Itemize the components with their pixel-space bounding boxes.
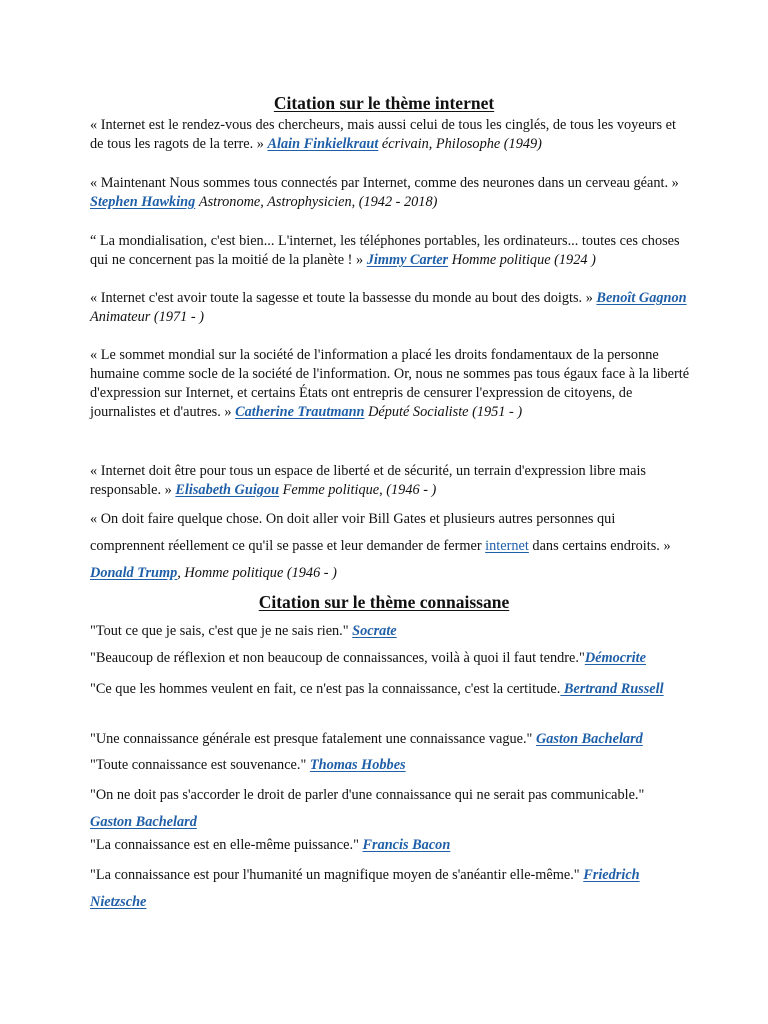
quote-knowledge-7: "La connaissance est en elle-même puissance." Francis Bacon xyxy=(90,837,451,853)
author-link[interactable]: Friedrich Nietzsche xyxy=(90,867,640,910)
author-link[interactable]: Elisabeth Guigou xyxy=(175,482,280,498)
quote-internet-3: “ La mondialisation, c'est bien... L'internet, les téléphones portables, les ordinateurs... toutes ces choses qui ne concernent pas la moitié de la planète ! » Jimmy Carter Homme politique (1924 ) xyxy=(90,233,680,268)
author-link[interactable]: Gaston Bachelard xyxy=(90,814,197,830)
author-link[interactable]: Gaston Bachelard xyxy=(535,731,643,747)
author-link[interactable]: Thomas Hobbes xyxy=(309,757,406,773)
quote-knowledge-5: "Toute connaissance est souvenance." Thomas Hobbes xyxy=(90,757,406,773)
author-link[interactable]: Stephen Hawking xyxy=(90,194,196,210)
quote-internet-4: « Internet c'est avoir toute la sagesse et toute la bassesse du monde au bout des doigts. » Benoît Gagnon Animateur (1971 - ) xyxy=(90,290,687,325)
quote-knowledge-4: "Une connaissance générale est presque fatalement une connaissance vague." Gaston Bachelard xyxy=(90,731,643,747)
quote-knowledge-6: "On ne doit pas s'accorder le droit de parler d'une connaissance qui ne serait pas communicable." Gaston Bachelard xyxy=(90,787,645,830)
quote-internet-6: « Internet doit être pour tous un espace de liberté et de sécurité, un terrain d'expression libre mais responsable. » Elisabeth Guigou Femme politique, (1946 - ) xyxy=(90,463,646,498)
quote-internet-5: « Le sommet mondial sur la société de l'information a placé les droits fondamentaux de la personne humaine comme socle de la société de l'information. Or, nous ne sommes pas tous égaux face à la liberté d'expression sur Internet, et certains États ont entrepris de censurer l'expression de citoyens, de journalistes et d'autres. » Catherine Trautmann Député Socialiste (1951 - ) xyxy=(90,347,690,420)
author-link[interactable]: Socrate xyxy=(352,623,397,639)
section-title-internet: Citation sur le thème internet xyxy=(273,93,495,113)
quote-knowledge-2: "Beaucoup de réflexion et non beaucoup de connaissances, voilà à quoi il faut tendre."Démocrite xyxy=(90,650,646,666)
author-link[interactable]: Bertrand Russell xyxy=(560,681,664,697)
quote-internet-7: « On doit faire quelque chose. On doit aller voir Bill Gates et plusieurs autres personnes qui comprennent réellement ce qu'il se passe et leur demander de fermer internet dans certains endroits. » Donald Trump, Homme politique (1946 - ) xyxy=(90,511,671,581)
internet-inline-link[interactable]: internet xyxy=(485,538,529,554)
author-link[interactable]: Démocrite xyxy=(584,650,646,666)
author-link[interactable]: Benoît Gagnon xyxy=(596,290,687,306)
quote-internet-2: « Maintenant Nous sommes tous connectés par Internet, comme des neurones dans un cerveau géant. » Stephen Hawking Astronome, Astrophysicien, (1942 - 2018) xyxy=(90,175,679,210)
section-title-connaissance: Citation sur le thème connaissane xyxy=(258,592,510,612)
quote-knowledge-3: "Ce que les hommes veulent en fait, ce n'est pas la connaissance, c'est la certitude. Bertrand Russell xyxy=(90,681,664,697)
quote-knowledge-8: "La connaissance est pour l'humanité un magnifique moyen de s'anéantir elle-même." Friedrich Nietzsche xyxy=(90,867,640,910)
author-link[interactable]: Jimmy Carter xyxy=(366,252,449,268)
author-link[interactable]: Alain Finkielkraut xyxy=(267,136,379,152)
author-link[interactable]: Francis Bacon xyxy=(362,837,451,853)
author-link[interactable]: Donald Trump xyxy=(90,565,178,581)
quote-internet-1: « Internet est le rendez-vous des chercheurs, mais aussi celui de tous les cinglés, de tous les voyeurs et de tous les ragots de la terre. » Alain Finkielkraut écrivain, Philosophe (1949) xyxy=(90,117,676,152)
quote-knowledge-1: "Tout ce que je sais, c'est que je ne sais rien." Socrate xyxy=(90,623,397,639)
author-link[interactable]: Catherine Trautmann xyxy=(235,404,365,420)
